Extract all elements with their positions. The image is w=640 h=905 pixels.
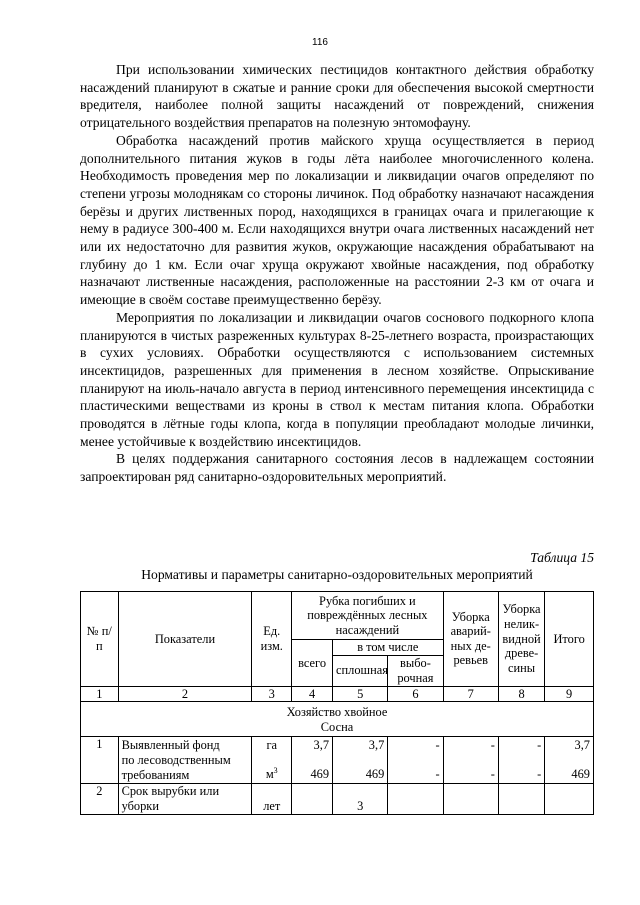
header-total: Итого xyxy=(545,592,594,687)
value-volume: - xyxy=(537,767,542,782)
header-felling-group: Рубка погибших и повреждённых лесных насаждений xyxy=(292,592,443,640)
header-emergency: Уборка аварий-ных де-ревьев xyxy=(443,592,498,687)
paragraph-may-beetle: Обработка насаждений против майского хруща осуществляется в период дополнительного питания жуков в годы лёта наиболее многочисленного колена. Необходимость проведения мер по локализации и ликвидации очагов определяют по степени угрозы молоднякам со стороны личинок. Под обработку назначают насаждения берёзы и других лиственных пород, находящихся в границах очага и прилегающие к нему в радиусе 300-400 м. Если находящихся внутри очага лиственных насаждений нет или их недостаточно для развития жуков, окружающие насаждения обрабатывают на глубину до 1 км. Если очаг хруща окружают хвойные насаждения, под обработку назначают лиственные насаждения, расположенные на расстоянии 2-3 км от очага и имеющие в своём составе преимущественно берёзу. xyxy=(80,132,594,308)
cell-unmerchantable xyxy=(498,784,544,814)
value-volume: - xyxy=(490,767,495,782)
header-including: в том числе xyxy=(333,640,444,656)
sanitary-measures-table xyxy=(80,591,594,815)
header-row-1 xyxy=(81,592,594,640)
section-title: Хозяйство хвойное xyxy=(286,705,388,720)
table-caption: Таблица 15 xyxy=(530,550,594,565)
header-indicators: Показатели xyxy=(118,592,252,687)
column-number: 1 xyxy=(81,686,119,702)
subsection-title: Сосна xyxy=(320,719,354,734)
paragraph-pesticides: При использовании химических пестицидов контактного действия обработку насаждений планируют в сжатые и ранние сроки для обеспечения высокой смертности вредителя, наиболее полной защиты насаждений от повреждений, снижения отрицательного воздействия препаратов на полезную энтомофауну. xyxy=(80,62,594,131)
unit-text: м xyxy=(265,767,274,782)
cell-total xyxy=(545,784,594,814)
value-volume: 469 xyxy=(571,767,590,782)
table-row xyxy=(81,784,594,814)
unit-line xyxy=(252,754,291,783)
column-numbers-row xyxy=(81,686,594,702)
column-number: 3 xyxy=(252,686,292,702)
header-unmerchantable: Уборка нелик-видной древе-сины xyxy=(498,592,544,687)
section-heading xyxy=(81,702,594,737)
value-area: - xyxy=(435,738,440,753)
unit-line: га xyxy=(266,738,278,753)
cell-emergency xyxy=(443,737,498,784)
indicator-line: по лесоводственным требованиям xyxy=(121,753,231,782)
value-volume: 469 xyxy=(365,767,385,782)
cell-clear: 3 xyxy=(333,784,388,814)
column-number: 9 xyxy=(545,686,594,702)
value-area: - xyxy=(490,738,495,753)
header-clear: сплошная xyxy=(333,655,388,686)
value-volume: - xyxy=(435,767,440,782)
row-unit xyxy=(252,737,292,784)
value-area: - xyxy=(537,738,542,753)
header-unit: Ед. изм. xyxy=(252,592,292,687)
cell-unmerchantable xyxy=(498,737,544,784)
table-row xyxy=(81,737,594,784)
column-number: 4 xyxy=(292,686,333,702)
value-area: 3,7 xyxy=(313,738,330,753)
row-indicator: Срок вырубки или уборки xyxy=(118,784,252,814)
row-indicator xyxy=(118,737,252,784)
column-number: 6 xyxy=(388,686,443,702)
column-number: 2 xyxy=(118,686,252,702)
row-number: 1 xyxy=(81,737,119,784)
cell-total xyxy=(545,737,594,784)
indicator-line: Выявленный фонд xyxy=(121,738,220,753)
row-number: 2 xyxy=(81,784,119,814)
cell-selective xyxy=(388,784,443,814)
column-number: 7 xyxy=(443,686,498,702)
cell-clear xyxy=(333,737,388,784)
paragraph-sanitary: В целях поддержания санитарного состояния лесов в надлежащем состоянии запроектирован ряд санитарно-оздоровительных мероприятий. xyxy=(80,451,594,485)
cell-total-all xyxy=(292,737,333,784)
body-text xyxy=(80,61,594,486)
paragraph-pine-bug: Мероприятия по локализации и ликвидации очагов соснового подкорного клопа планируются в чистых разреженных культурах 8-25-летнего возраста, произрастающих в сухих условиях. Обработки осуществляются с использованием системных инсектицидов, разрешенных для применения в лесном хозяйстве. Опрыскивание планируют на июль-начало августа в период интенсивного перемещения инсектицида с пластическими веществами из кроны в ствол к местам питания клопа. Обработки проводятся в лётные годы клопа, когда в популяции преобладают молодые личинки, менее устойчивые к воздействию инсектицидов. xyxy=(80,309,594,449)
value-volume: 469 xyxy=(310,767,330,782)
header-num: № п/п xyxy=(81,592,119,687)
value-area: 3,7 xyxy=(574,738,590,753)
page-number: 116 xyxy=(312,37,328,48)
table-title: Нормативы и параметры санитарно-оздоровительных мероприятий xyxy=(141,567,533,582)
header-total-all: всего xyxy=(292,640,333,687)
cell-selective xyxy=(388,737,443,784)
unit-superscript: 3 xyxy=(273,766,278,776)
value-area: 3,7 xyxy=(368,738,385,753)
header-selective: выбо-рочная xyxy=(388,655,443,686)
column-number: 5 xyxy=(333,686,388,702)
column-number: 8 xyxy=(498,686,544,702)
section-row xyxy=(81,702,594,737)
row-unit: лет xyxy=(252,784,292,814)
cell-emergency xyxy=(443,784,498,814)
cell-total-all xyxy=(292,784,333,814)
